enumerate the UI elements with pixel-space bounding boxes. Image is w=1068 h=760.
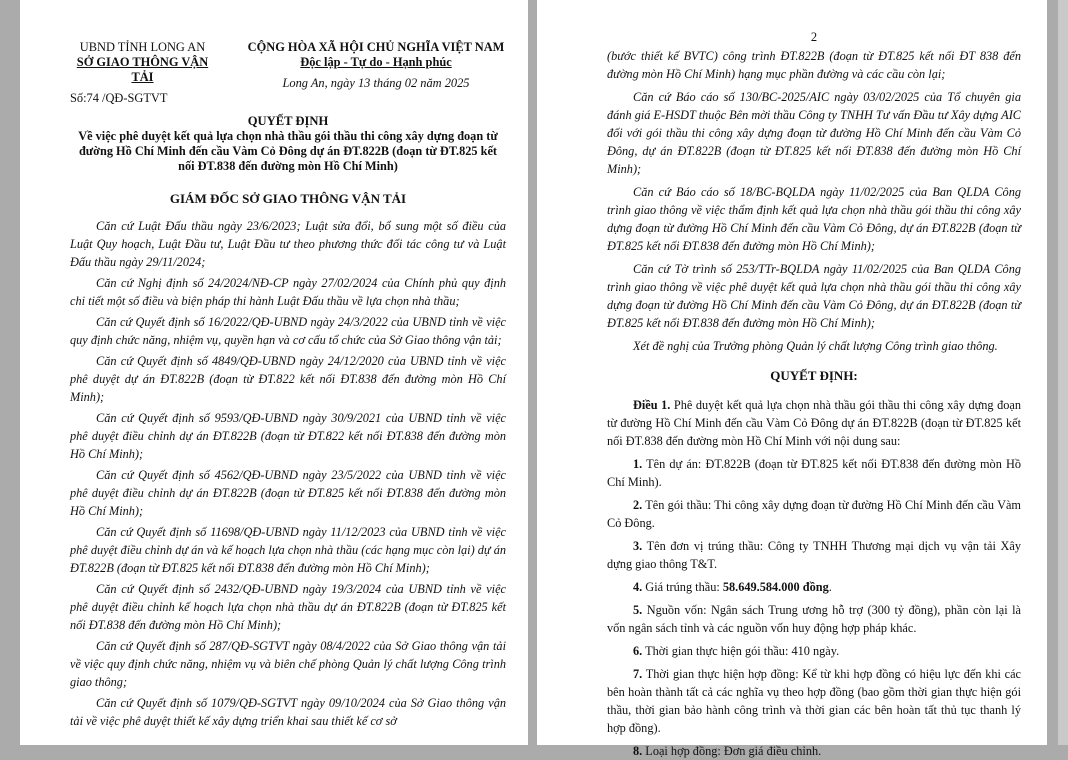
item-text: Loại hợp đồng: Đơn giá điều chỉnh.	[642, 744, 822, 758]
legal-basis-paragraph: Căn cứ Tờ trình số 253/TTr-BQLDA ngày 11/02/2025 của Ban QLDA Công trình giao thông về việc phê duyệt kết quả lựa chọn nhà thầu gói thầu thi công xây dựng đoạn từ đường Hồ Chí Minh đến cầu Vàm Cỏ Đông, dự án ĐT.822B (đoạn từ ĐT.825 kết nối ĐT.838 đến đường mòn Hồ Chí Minh);	[607, 262, 1021, 330]
item-number: 4.	[633, 580, 643, 594]
item-punctuation: .	[828, 580, 832, 594]
document-subtitle: Về việc phê duyệt kết quả lựa chọn nhà thầu gói thầu thi công xây dựng đoạn từ đường Hồ Chí Minh đến cầu Vàm Cỏ Đông dự án ĐT.822B (đoạn từ ĐT.825 kết nối ĐT.838 đến đường mòn Hồ Chí Minh)	[78, 129, 498, 173]
article-item	[607, 642, 1021, 660]
legal-basis-paragraph: Căn cứ Quyết định số 287/QĐ-SGTVT ngày 08/4/2022 của Sở Giao thông vận tải về việc quy định chức năng, nhiệm vụ và biên chế phòng Quản lý chất lượng Công trình giao thông;	[70, 639, 506, 689]
article-item	[607, 742, 1021, 760]
legal-bases-list	[70, 217, 506, 730]
article-items	[607, 455, 1021, 760]
item-text: Tên đơn vị trúng thầu: Công ty TNHH Thương mại dịch vụ vận tải Xây dựng giao thông T&T.	[607, 539, 1021, 571]
document-header	[70, 40, 506, 106]
page-number: 2	[810, 30, 818, 44]
legal-bases-list-2	[607, 88, 1021, 355]
legal-basis-paragraph: Căn cứ Nghị định số 24/2024/NĐ-CP ngày 27/02/2024 của Chính phủ quy định chi tiết một số điều và biện pháp thi hành Luật Đấu thầu về lựa chọn nhà thầu;	[70, 276, 506, 308]
nation-block	[246, 40, 506, 106]
issue-date: Long An, ngày 13 tháng 02 năm 2025	[282, 76, 470, 90]
article-text: Phê duyệt kết quả lựa chọn nhà thầu gói thầu thi công xây dựng đoạn từ đường Hồ Chí Minh đến cầu Vàm Cỏ Đông dự án ĐT.822B (đoạn từ ĐT.825 kết nối ĐT.838 đến đường mòn Hồ Chí Minh với nội dung sau:	[607, 398, 1021, 448]
vertical-scrollbar[interactable]	[1058, 0, 1068, 745]
document-page-1	[20, 0, 528, 745]
legal-basis-paragraph: Căn cứ Quyết định số 16/2022/QĐ-UBND ngày 24/3/2022 của UBND tỉnh về việc quy định chức năng, nhiệm vụ, quyền hạn và cơ cấu tổ chức của Sở Giao thông vận tải;	[70, 315, 506, 347]
legal-basis-paragraph: Căn cứ Quyết định số 11698/QĐ-UBND ngày 11/12/2023 của UBND tỉnh về việc phê duyệt điều chỉnh dự án và kế hoạch lựa chọn nhà thầu (các hạng mục còn lại) dự án ĐT.822B (đoạn từ ĐT.825 kết nối ĐT.838 đến đường mòn Hồ Chí Minh);	[70, 525, 506, 575]
item-text: Tên gói thầu: Thi công xây dựng đoạn từ đường Hồ Chí Minh đến cầu Vàm Cỏ Đông.	[607, 498, 1021, 530]
article-1	[607, 396, 1021, 450]
legal-basis-paragraph: Căn cứ Quyết định số 4849/QĐ-UBND ngày 24/12/2020 của UBND tỉnh về việc phê duyệt dự án ĐT.822B (đoạn từ ĐT.822 kết nối ĐT.838 đến đường mòn Hồ Chí Minh);	[70, 354, 506, 404]
item-number: 3.	[633, 539, 643, 553]
document-title: QUYẾT ĐỊNH	[247, 114, 329, 128]
legal-basis-paragraph: Căn cứ Quyết định số 9593/QĐ-UBND ngày 30/9/2021 của UBND tỉnh về việc phê duyệt điều chỉnh dự án ĐT.822B (đoạn từ ĐT.822 kết nối ĐT.838 đến đường mòn Hồ Chí Minh);	[70, 411, 506, 461]
item-number: 5.	[633, 603, 643, 617]
legal-basis-paragraph: Căn cứ Báo cáo số 18/BC-BQLDA ngày 11/02/2025 của Ban QLDA Công trình giao thông về việc thẩm định kết quả lựa chọn nhà thầu gói thầu thi công xây dựng đoạn từ đường Hồ Chí Minh đến cầu Vàm Cỏ Đông, dự án ĐT.822B (đoạn từ ĐT.825 kết nối ĐT.838 đến đường mòn Hồ Chí Minh);	[607, 185, 1021, 253]
legal-basis-paragraph: Xét đề nghị của Trưởng phòng Quản lý chất lượng Công trình giao thông.	[633, 339, 998, 353]
doc-number: Số:74 /QĐ-SGTVT	[70, 91, 168, 105]
agency-name: UBND TỈNH LONG AN	[79, 40, 206, 54]
article-item	[607, 537, 1021, 573]
nation-title: CỘNG HÒA XÃ HỘI CHỦ NGHĨA VIỆT NAM	[247, 40, 505, 54]
article-item	[607, 665, 1021, 737]
decision-heading: QUYẾT ĐỊNH:	[770, 368, 858, 383]
article-label: Điều 1.	[633, 398, 671, 412]
legal-basis-continuation: (bước thiết kế BVTC) công trình ĐT.822B (đoạn từ ĐT.825 kết nối ĐT 838 đến đường mòn Hồ Chí Minh) hạng mục phần đường và các cầu còn lại;	[607, 49, 1021, 81]
legal-basis-paragraph: Căn cứ Báo cáo số 130/BC-2025/AIC ngày 03/02/2025 của Tổ chuyên gia đánh giá E-HSDT thuộc Bên mời thầu Công ty TNHH Tư vấn Đầu tư Xây dựng AIC đối với gói thầu thi công xây dựng đoạn từ đường Hồ Chí Minh đến cầu Vàm Cỏ Đông, dự án ĐT.822B (đoạn từ ĐT.825 kết nối ĐT.838 đến đường mòn Hồ Chí Minh);	[607, 90, 1021, 176]
legal-basis-paragraph: Căn cứ Luật Đấu thầu ngày 23/6/2023; Luật sửa đổi, bổ sung một số điều của Luật Quy hoạch, Luật Đầu tư, Luật Đầu tư theo phương thức đối tác công tư và Luật Đấu thầu ngày 29/11/2024;	[70, 219, 506, 269]
issuer-title: GIÁM ĐỐC SỞ GIAO THÔNG VẬN TẢI	[169, 191, 407, 206]
agency-block	[70, 40, 215, 106]
item-value: 58.649.584.000 đồng	[722, 580, 829, 594]
document-page-2	[537, 0, 1047, 758]
legal-basis-paragraph: Căn cứ Quyết định số 1079/QĐ-SGTVT ngày 09/10/2024 của Sở Giao thông vận tải về việc phê duyệt thiết kế xây dựng triển khai sau thiết kế cơ sở	[70, 696, 506, 728]
item-number: 6.	[633, 644, 643, 658]
department-name: SỞ GIAO THÔNG VẬN TẢI	[76, 55, 209, 84]
motto: Độc lập - Tự do - Hạnh phúc	[300, 55, 452, 69]
item-text: Thời gian thực hiện gói thầu: 410 ngày.	[642, 644, 840, 658]
article-item	[607, 601, 1021, 637]
item-number: 1.	[633, 457, 643, 471]
item-text: Thời gian thực hiện hợp đồng: Kể từ khi hợp đồng có hiệu lực đến khi các bên hoàn thành tất cả các nghĩa vụ theo hợp đồng (bao gồm thời gian thực hiện gói thầu, thời gian bảo hành công trình và thời gian các bên hoàn tất thủ tục thanh lý hợp đồng).	[607, 667, 1021, 735]
legal-basis-paragraph: Căn cứ Quyết định số 2432/QĐ-UBND ngày 19/3/2024 của UBND tỉnh về việc phê duyệt điều chỉnh kế hoạch lựa chọn nhà thầu dự án ĐT.822B (đoạn từ ĐT.825 kết nối ĐT.838 đến đường mòn Hồ Chí Minh);	[70, 582, 506, 632]
item-text: Giá trúng thầu:	[642, 580, 723, 594]
article-item	[607, 578, 1021, 596]
article-item	[607, 455, 1021, 491]
item-text: Tên dự án: ĐT.822B (đoạn từ ĐT.825 kết nối ĐT.838 đến đường mòn Hồ Chí Minh).	[607, 457, 1021, 489]
article-item	[607, 496, 1021, 532]
legal-basis-paragraph: Căn cứ Quyết định số 4562/QĐ-UBND ngày 23/5/2022 của UBND tỉnh về việc phê duyệt điều chỉnh dự án ĐT.822B (đoạn từ ĐT.825 kết nối ĐT.838 đến đường mòn Hồ Chí Minh);	[70, 468, 506, 518]
item-number: 7.	[633, 667, 643, 681]
item-text: Nguồn vốn: Ngân sách Trung ương hỗ trợ (300 tỷ đồng), phần còn lại là vốn ngân sách tỉnh và các nguồn vốn huy động hợp pháp khác.	[607, 603, 1021, 635]
item-number: 2.	[633, 498, 643, 512]
item-number: 8.	[633, 744, 643, 758]
